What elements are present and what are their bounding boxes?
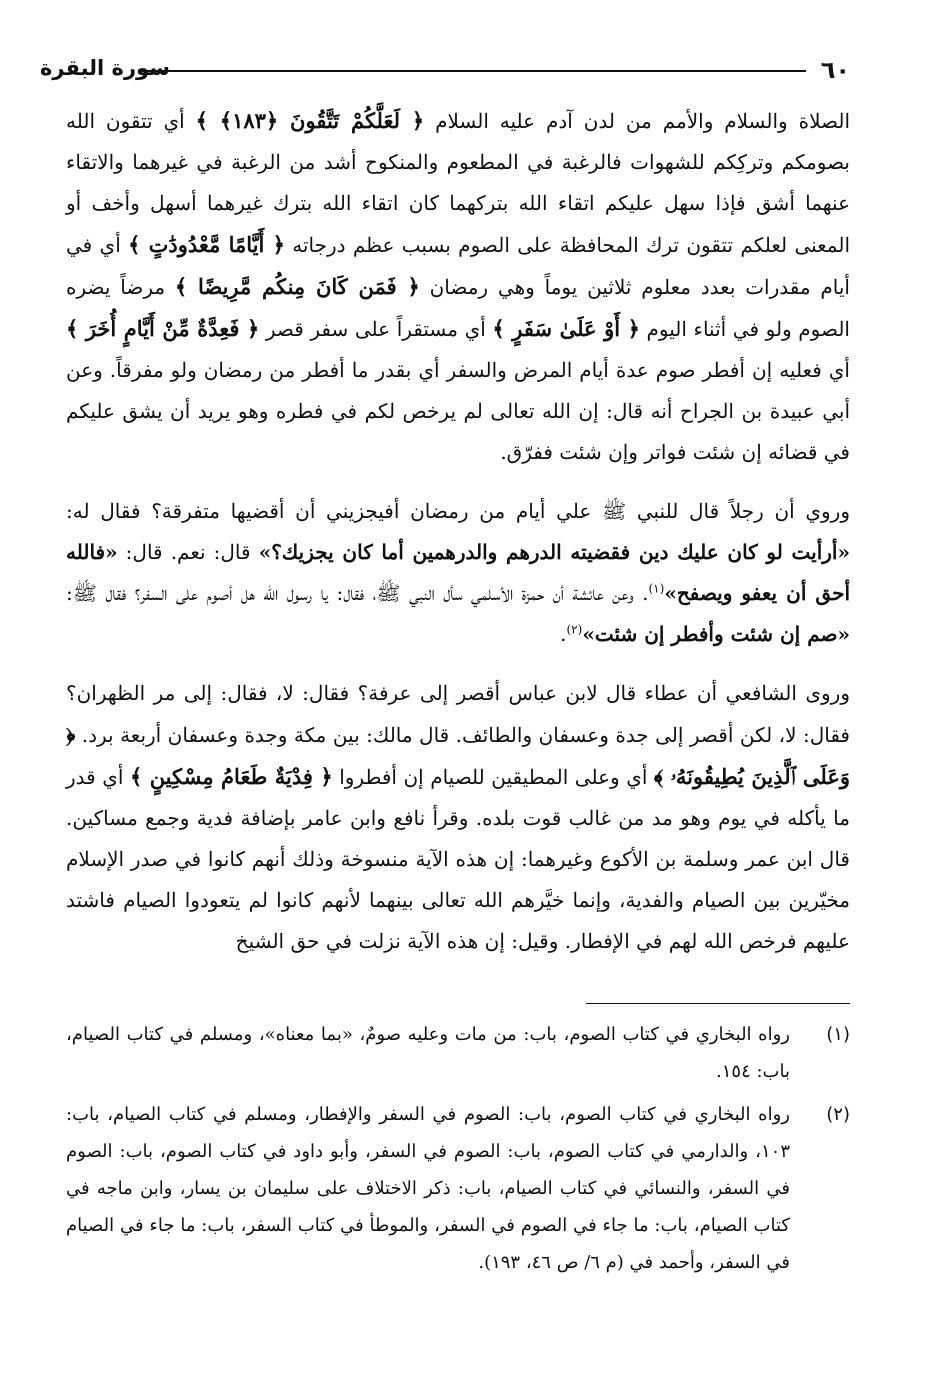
paragraph-3 (66, 673, 850, 962)
paragraph-1 (66, 100, 850, 473)
quran-verse: ﴿ أَيَّامًا مَّعْدُودَٰتٍ ﴾ (128, 232, 285, 257)
surah-title: سورة البقرة (40, 56, 170, 80)
body-text: وروى الشافعي أن عطاء قال لابن عباس أقصر إلى عرفة؟ فقال: لا، فقال: إلى مر الظهران؟ فقال: لا، لكن أقصر إلى جدة وعسفان والطائف. قال مالك: بين مكة وجدة وعسفان أربعة برد. (66, 681, 850, 747)
body-text: وروي أن رجلاً قال للنبي ﷺ علي أيام من رمضان أفيجزيني أن أقضيها متفرقة؟ فقال له: (66, 499, 850, 523)
footnote-reference: (١) (648, 581, 665, 596)
quran-verse: ﴿ وَعَلَى ٱلَّذِينَ يُطِيقُونَهُۥ ﴾ (66, 722, 850, 789)
body-text: . (560, 622, 567, 646)
footnote-separator (586, 1003, 850, 1004)
body-text: أي في أيام مقدرات بعدد معلوم ثلاثين يوماً وهي رمضان (66, 233, 850, 299)
header-rule (138, 70, 806, 72)
hadith-quote: «أرأيت لو كان عليك دين فقضيته الدرهم والدرهمين أما كان يجزيك؟» (258, 540, 850, 564)
footnote-number: (١) (826, 1024, 850, 1045)
quran-verse: ﴿ فِدْيَةٌ طَعَامُ مِسْكِينٍ ﴾ (129, 764, 333, 789)
body-text: . وعن عائشة أن حمزة الأسلمي سأل النبي ﷺ، فقال: يا رسول الله هل أصوم على السفر؟ فقال ﷺ: (66, 581, 649, 605)
footnote-2 (66, 1096, 850, 1281)
quran-verse: ﴿ فَعِدَّةٌ مِّنْ أَيَّامٍ أُخَرَ ﴾ (66, 316, 260, 341)
quran-verse: ﴿ لَعَلَّكُمْ تَتَّقُونَ ﴿١٨٣﴾ ﴾ (195, 108, 425, 133)
body-text: قال: نعم. قال: (117, 540, 259, 564)
footnote-reference: (٢) (566, 622, 583, 637)
page-header (40, 50, 850, 90)
quran-verse: ﴿ أَوْ عَلَىٰ سَفَرٍ ﴾ (492, 316, 640, 341)
body-text: أي تتقون الله بصومكم وتركِكم للشهوات فالرغبة في المطعوم والمنكوح أشد من الرغبة في غيرهما والاتقاء عنهما أشق فإذا سهل عليكم اتقاء الله بتركهما كان اتقاء الله بترك غيرهما أسهل وأخف أو المعنى لعلكم تتقون ترك المحافظة على الصوم بسبب عظم درجاته (66, 109, 851, 257)
body-text: مرضاً يضره الصوم ولو في أثناء اليوم (66, 275, 850, 341)
footnotes (66, 1016, 850, 1287)
footnote-text: رواه البخاري في كتاب الصوم، باب: من مات وعليه صومٌ، «بما معناه»، ومسلم في كتاب الصيام، باب: ١٥٤. (66, 1024, 790, 1082)
paragraph-2 (66, 491, 850, 655)
hadith-quote: «فالله أحق أن يعفو ويصفح» (66, 540, 850, 605)
body-text: الصلاة والسلام والأمم من لدن آدم عليه السلام (424, 109, 850, 133)
main-text (66, 100, 850, 962)
quran-verse: ﴿ فَمَن كَانَ مِنكُم مَّرِيضًا ﴾ (174, 274, 420, 299)
page-number: ٦٠ (820, 56, 850, 84)
footnote-number: (٢) (826, 1104, 850, 1125)
body-text: أي فعليه إن أفطر صوم عدة أيام المرض والسفر أي بقدر ما أفطر من رمضان ولو مفرقاً. وعن أبي عبيدة بن الجراح أنه قال: إن الله تعالى لم يرخص لكم في فطره وهو يريد أن يشق عليكم في قضائه إن شئت فواتر وإن شئت ففرّق. (66, 358, 850, 464)
body-text: أي قدر ما يأكله في يوم وهو مد من غالب قوت بلده. وقرأ نافع وابن عامر بإضافة فدية وجمع مساكين. قال ابن عمر وسلمة بن الأكوع وغيرهما: إن هذه الآية منسوخة وذلك أنهم كانوا في صدر الإسلام مخيّرين بين الصيام والفدية، وإنما خيَّرهم الله تعالى بينهما لأنهم كانوا لم يتعودوا الصيام فاشتد عليهم فرخص الله لهم في الإفطار. وقيل: إن هذه الآية نزلت في حق الشيخ (66, 765, 850, 953)
body-text: أي مستقراً على سفر قصر (259, 317, 493, 341)
body-text: أي وعلى المطيقين للصيام إن أفطروا (332, 765, 654, 789)
footnote-text: رواه البخاري في كتاب الصوم، باب: الصوم في السفر والإفطار، ومسلم في كتاب الصيام، باب: ١٠٣، والدارمي في كتاب الصوم، باب: الصوم في السفر، وأبو داود في كتاب الصوم، باب: الصوم في السفر، والنسائي في كتاب الصيام، باب: ذكر الاختلاف على سليمان بن يسار، وابن ماجه في كتاب الصيام، باب: ما جاء في الصوم في السفر، والموطأ في كتاب السفر، باب: ما جاء في الصيام في السفر، وأحمد في (م ٦/ ص ٤٦، ١٩٣). (66, 1104, 790, 1273)
footnote-1 (66, 1016, 850, 1090)
hadith-quote: «صم إن شئت وأفطر إن شئت» (582, 622, 850, 646)
